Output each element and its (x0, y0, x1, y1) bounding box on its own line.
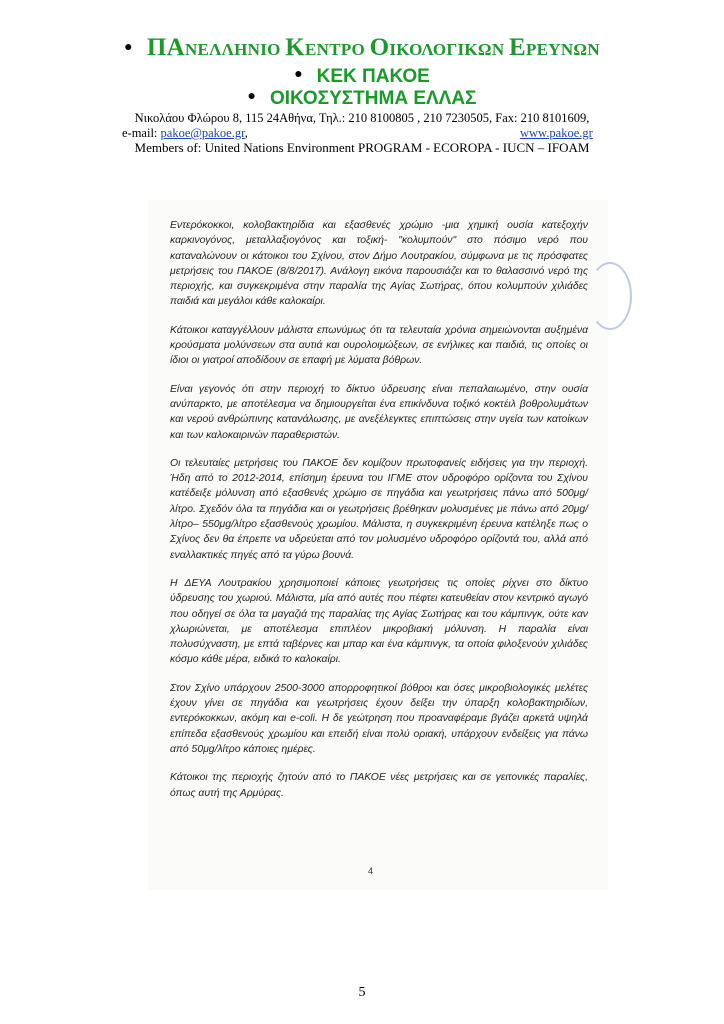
article-paragraph: Είναι γεγονός ότι στην περιοχή το δίκτυο ύδρευσης είναι πεπαλαιωμένο, στην ουσία ανύπαρκτο, με αποτέλεσμα να δημιουργείται ένα επικίνδυνα τοξικό κοκτέιλ βοθρολυμάτων και νερού ανθρώπινης κατανάλωσης, με ανεξέλεγκτες επιπτώσεις στην υγεία των κατοίκων και των καλοκαιρινών παραθεριστών. (170, 383, 588, 441)
kek-name: ΚΕΚ ΠΑΚΟΕ (316, 66, 430, 87)
stamp-mark (588, 262, 632, 330)
org-name-initial: ΠΑ (146, 34, 185, 61)
email-line (122, 126, 248, 141)
email-link[interactable]: pakoe@pakoe.gr (160, 126, 245, 140)
page-number: 5 (358, 985, 366, 1000)
ecosystem-line (0, 88, 724, 110)
org-name-rest: ΡΕΥΝΩΝ (525, 40, 600, 59)
article-paragraph: Οι τελευταίες μετρήσεις του ΠΑΚΟΕ δεν κομίζουν πρωτοφανείς ειδήσεις για την περιοχή. Ήδη από το 2012-2014, επίσημη έρευνα του ΙΓΜΕ στον υδροφόρο ορίζοντα του Σχίνου κατέδειξε μόλυνση από εξασθενές χρώμιο σε πηγάδια και γεωτρήσεις πάνω από 500μg/λίτρο. Σχεδόν όλα τα πηγάδια και οι γεωτρήσεις βρέθηκαν μολυσμένες με πάνω από 20μg/λίτρο– 550μg/λίτρο εξασθενούς χρωμίου. Μάλιστα, η συγκεκριμένη έρευνα κατέληξε πως ο Σχίνος δεν θα έπρεπε να υδρεύεται από τον μολυσμένο υδροφόρο ορίζοντά του, αλλά από εναλλακτικές πηγές από τα γύρω βουνά. (170, 457, 588, 561)
org-name-rest: ΕΝΤΡΟ (304, 40, 370, 59)
org-name (147, 34, 600, 61)
members-line: Members of: United Nations Environment PROGRAM - ECOROPA - IUCN – IFOAM (134, 140, 590, 155)
ecosystem-name: ΟΙΚΟΣΥΣΤΗΜΑ ΕΛΛΑΣ (270, 88, 477, 109)
scanned-article (170, 218, 588, 814)
bullet-icon: ● (247, 87, 256, 103)
bullet-icon: ● (124, 40, 133, 55)
website-line (520, 126, 593, 141)
email-suffix: , (244, 126, 248, 140)
org-name-line (0, 34, 724, 62)
org-name-initial: Ε (508, 34, 526, 61)
website-link[interactable]: www.pakoe.gr (520, 126, 593, 140)
article-paragraph: Στον Σχίνο υπάρχουν 2500-3000 απορροφητικοί βόθροι και όσες μικροβιολογικές μελέτες έχουν γίνει σε πηγάδια και γεωτρήσεις έχουν δείξει την ύπαρξη κολοβακτηριδίων, εντερόκοκκων, ακόμη και e-coli. Η δε γεώτρηση που προαναφέραμε βγάζει αρκετά υψηλά επίπεδα εξασθενούς χρωμίου και επειδή είναι πολύ οριακή, υπάρχουν ενδείξεις για πάνω από 50μg/λίτρο κάποιες ημέρες. (170, 682, 588, 755)
article-paragraph: Κάτοικοι της περιοχής ζητούν από το ΠΑΚΟΕ νέες μετρήσεις και σε γειτονικές παραλίες, όπως αυτή της Αρμύρας. (170, 772, 588, 799)
org-name-rest: ΙΚΟΛΟΓΙΚΩΝ (389, 40, 509, 59)
org-name-initial: Ο (369, 34, 390, 61)
bullet-icon: ● (294, 65, 303, 81)
address-line: Νικολάου Φλώρου 8, 115 24Αθήνα, Τηλ.: 210 8100805 , 210 7230505, Fax: 210 8101609, (134, 111, 590, 125)
article-paragraph: Εντερόκοκκοι, κολοβακτηρίδια και εξασθενές χρώμιο -μια χημική ουσία κατεξοχήν καρκινογόνος, μεταλλαξιογόνος και τοξική- "κολυμπούν" στο πόσιμο νερό που καταναλώνουν οι κάτοικοι του Σχίνου, στον Δήμο Λουτρακίου, σύμφωνα με τις πρόσφατες μετρήσεις του ΠΑΚΟΕ (8/8/2017). Ανάλογη εικόνα παρουσιάζει και το θαλασσινό νερό της περιοχής, και συγκεκριμένα στην παραλία της Αγίας Σωτήρας, όπου κολυμπούν χιλιάδες παιδιά και μεγάλοι κάθε καλοκαίρι. (170, 220, 588, 308)
article-paragraph: Κάτοικοι καταγγέλλουν μάλιστα επωνύμως ότι τα τελευταία χρόνια σημειώνονται αυξημένα κρούσματα μολύνσεων στα αυτιά και ουρολοιμώξεων, σε ενήλικες και παιδιά, τις οποίες οι ίδιοι οι γιατροί αποδίδουν σε επαφή με λύματα βόθρων. (170, 324, 588, 367)
email-label: e-mail: (122, 126, 161, 140)
kek-line (0, 66, 724, 88)
org-name-initial: Κ (285, 34, 305, 61)
scanned-page-number: 4 (368, 866, 374, 876)
article-paragraph: Η ΔΕΥΑ Λουτρακίου χρησιμοποιεί κάποιες γεωτρήσεις τις οποίες ρίχνει στο δίκτυο ύδρευσης του χωριού. Μάλιστα, μία από αυτές που πέφτει κατευθείαν στον κεντρικό αγωγό που οδηγεί σε όλα τα μαγαζιά της παραλίας της Αγίας Σωτήρας και του κάμπινγκ, ούτε καν χλωριώνεται, με αποτέλεσμα επιπλέον μικροβιακή μόλυνση. Η παραλία είναι πολυσύχναστη, με επτά ταβέρνες και μπαρ και ένα κάμπινγκ, τα οποία φιλοξενούν χιλιάδες κόσμο κάθε μέρα, ειδικά το καλοκαίρι. (170, 577, 588, 666)
org-name-rest: ΝΕΛΛΗΝΙΟ (184, 40, 286, 59)
